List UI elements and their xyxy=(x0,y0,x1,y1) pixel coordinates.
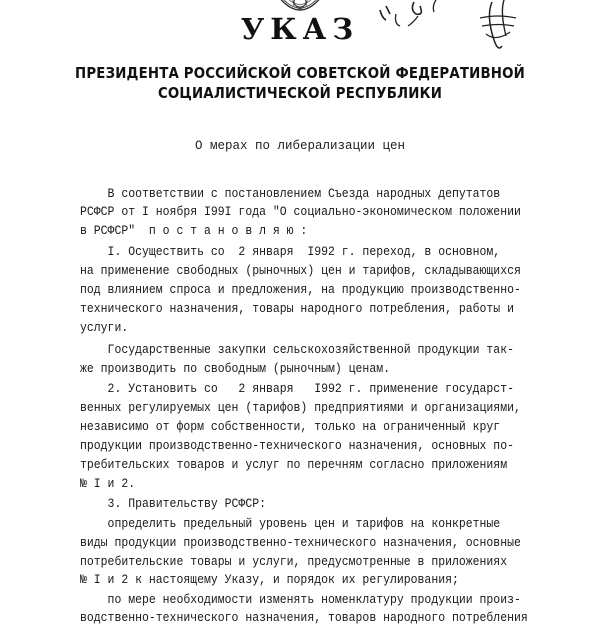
body-line: водственно-технического назначения, товаров народного потребления xyxy=(80,610,528,625)
body-line: услуги. xyxy=(80,320,129,335)
body-line: потребительские товары и услуги, предусмотренные в приложениях xyxy=(80,554,508,569)
body-line: под влиянием спроса и предложения, на продукцию производственно- xyxy=(80,282,521,297)
body-line: РСФСР от I ноября I99I года "О социально-экономическом положении xyxy=(80,204,521,219)
body-line: же производить по свободным (рыночным) ценам. xyxy=(80,361,390,376)
body-line: на применение свободных (рыночных) цен и тарифов, складывающихся xyxy=(80,263,521,278)
body-line: определить предельный уровень цен и тарифов на конкретные xyxy=(80,516,501,531)
body-line: продукции производственно-технического назначения, основных по- xyxy=(80,438,514,453)
body-line: виды продукции производственно-технического назначения, основные xyxy=(80,535,521,550)
body-line: Государственные закупки сельскохозяйственной продукции так- xyxy=(80,342,514,357)
decree-title: УКАЗ xyxy=(240,12,360,46)
body-line: венных регулируемых цен (тарифов) предприятиями и организациями, xyxy=(80,400,521,415)
body-line: № I и 2 к настоящему Указу, и порядок их регулирования; xyxy=(80,572,459,587)
body-line: в РСФСР" п о с т а н о в л я ю : xyxy=(80,223,308,238)
body-line: технического назначения, товары народного потребления, работы и xyxy=(80,301,514,316)
body-line: 2. Установить со 2 января I992 г. применение государст- xyxy=(80,381,514,396)
body-line: по мере необходимости изменять номенклатуру продукции произ- xyxy=(80,592,521,607)
body-line: № I и 2. xyxy=(80,476,136,491)
body-line: В соответствии с постановлением Съезда народных депутатов xyxy=(80,186,501,201)
body-line: I. Осуществить со 2 января I992 г. переход, в основном, xyxy=(80,244,501,259)
document-heading: О мерах по либерализации цен xyxy=(194,139,406,153)
body-line: требительских товаров и услуг по перечням согласно приложениям xyxy=(80,457,508,472)
decree-subtitle-line1: ПРЕЗИДЕНТА РОССИЙСКОЙ СОВЕТСКОЙ ФЕДЕРАТИВНОЙ xyxy=(75,64,525,82)
decree-subtitle-line2: СОЦИАЛИСТИЧЕСКОЙ РЕСПУБЛИКИ xyxy=(157,84,443,102)
body-line: независимо от форм собственности, только на ограниченный круг xyxy=(80,419,501,434)
body-line: 3. Правительству РСФСР: xyxy=(80,496,266,511)
